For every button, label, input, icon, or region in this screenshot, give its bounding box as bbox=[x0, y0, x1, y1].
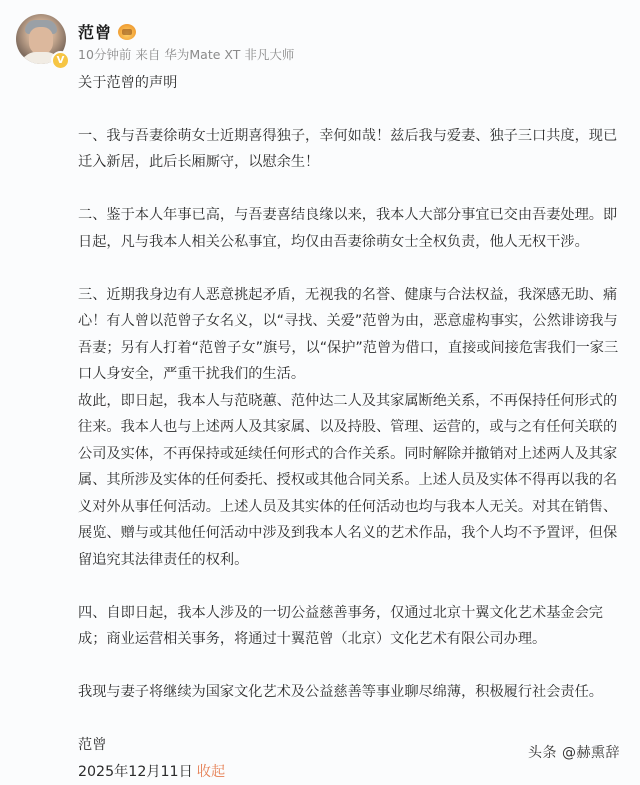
paragraph-3: 三、近期我身边有人恶意挑起矛盾，无视我的名誉、健康与合法权益，我深感无助、痛心！有人曾以范曾子女名义，以“寻找、关爱”范曾为由，恶意虚构事实，公然诽谤我与吾妻；另有人打着“范曾子女”旗号，以“保护”范曾为借口，直接或间接危害我们一家三口人身安全，严重干扰我们的生活。 bbox=[78, 282, 626, 388]
verified-icon: V bbox=[51, 51, 70, 70]
author-name[interactable]: 范曾 bbox=[78, 20, 112, 43]
paragraph-2: 二、鉴于本人年事已高，与吾妻喜结良缘以来，我本人大部分事宜已交由吾妻处理。即日起，凡与我本人相关公私事宜，均仅由吾妻徐萌女士全权负责，他人无权干涉。 bbox=[78, 202, 626, 255]
post-time: 10分钟前 bbox=[78, 47, 131, 62]
watermark: 头条 @赫熏辞 bbox=[528, 742, 620, 762]
paragraph-1: 一、我与吾妻徐萌女士近期喜得独子，幸何如哉！兹后我与爱妻、独子三口共度，现已迁入新居，此后长厢厮守，以慰余生！ bbox=[78, 123, 626, 176]
avatar-face bbox=[29, 27, 53, 55]
post-meta bbox=[78, 45, 294, 63]
post-date: 2025年12月11日 bbox=[78, 764, 193, 780]
paragraph-3b: 故此，即日起，我本人与范晓蕙、范仲达二人及其家属断绝关系，不再保持任何形式的往来。我本人也与上述两人及其家属、以及持股、管理、运营的，或与之有任何关联的公司及实体，不再保持或延续任何形式的合作关系。同时解除并撤销对上述两人及其家属、其所涉及实体的任何委托、授权或其他合同关系。上述人员及实体不得再以我的名义对外从事任何活动。上述人员及其实体的任何活动也均与我本人无关。对其在销售、展览、赠与或其他任何活动中涉及到我本人名义的艺术作品，我个人均不予置评，但保留追究其法律责任的权利。 bbox=[78, 388, 626, 574]
source-device[interactable]: 华为Mate XT 非凡大师 bbox=[164, 47, 294, 62]
post-content bbox=[78, 70, 626, 785]
paragraph-4: 四、自即日起，我本人涉及的一切公益慈善事务，仅通过北京十翼文化艺术基金会完成；商业运营相关事务，将通过十翼范曾（北京）文化艺术有限公司办理。 bbox=[78, 600, 626, 653]
source-prefix: 来自 bbox=[135, 47, 160, 62]
post-title: 关于范曾的声明 bbox=[78, 70, 626, 97]
collapse-link[interactable]: 收起 bbox=[197, 764, 225, 780]
username-row bbox=[78, 20, 136, 43]
signature: 范曾 bbox=[78, 732, 626, 759]
crown-icon[interactable] bbox=[118, 24, 136, 40]
paragraph-closing: 我现与妻子将继续为国家文化艺术及公益慈善等事业聊尽绵薄，积极履行社会责任。 bbox=[78, 679, 626, 706]
date-row bbox=[78, 759, 626, 785]
